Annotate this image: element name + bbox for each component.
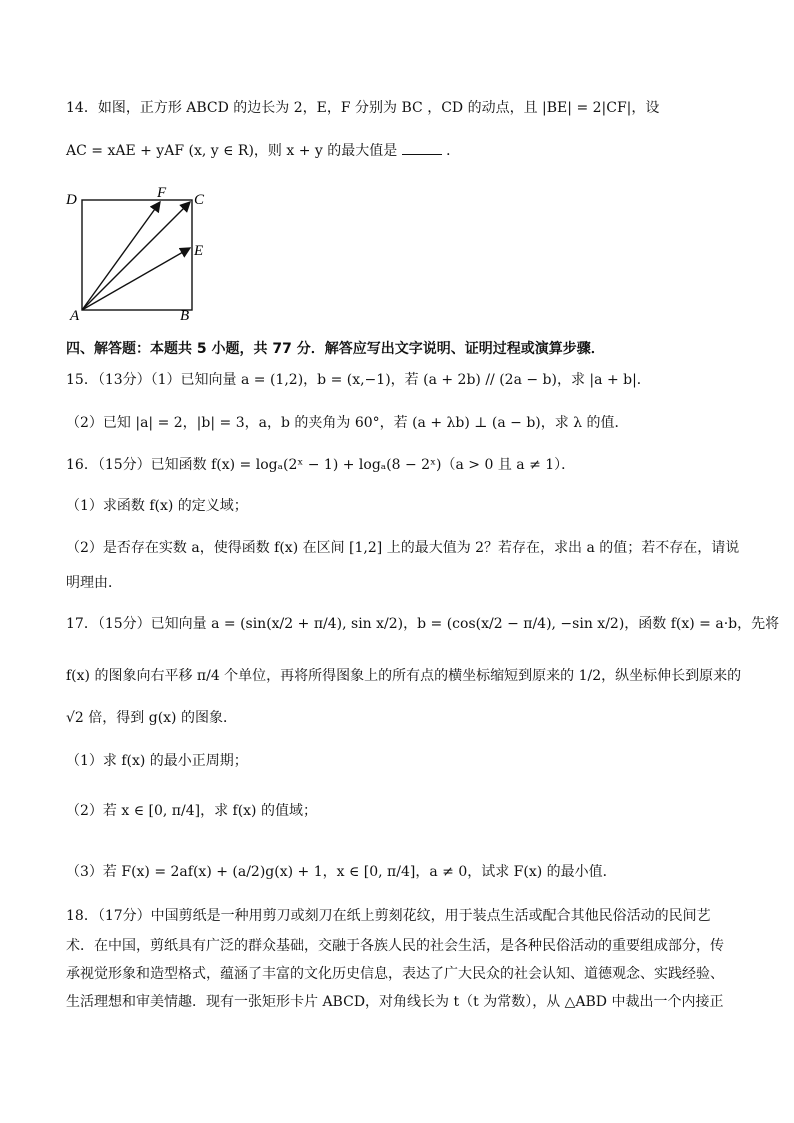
q18-line1: 18．（17分）中国剪纸是一种用剪刀或刻刀在纸上剪刻花纹，用于装点生活或配合其他民俗活动的民间艺 bbox=[66, 908, 711, 924]
q18-line4: 生活理想和审美情趣．现有一张矩形卡片 ABCD，对角线长为 t（t 为常数），从 △ABD 中裁出一个内接正 bbox=[66, 994, 724, 1010]
q17-stem-tail: ，函数 f(x) = a·b，先将 bbox=[624, 616, 780, 632]
q15-part1: 15．（13分）（1）已知向量 a = (1,2)，b = (x,−1)，若 (a + 2b) // (2a − b)，求 |a + b|． bbox=[66, 372, 651, 388]
label-a: A bbox=[70, 308, 80, 320]
q17-part2: （2）若 x ∈ [0, π/4]，求 f(x) 的值域； bbox=[66, 803, 317, 819]
q17-line2: f(x) 的图象向右平移 π/4 个单位，再将所得图象上的所有点的横坐标缩短到原来的 1/2，纵坐标伸长到原来的 bbox=[66, 668, 742, 684]
q17-vector-a: (sin(x/2 + π/4), sin x/2) bbox=[240, 616, 404, 632]
q16-stem: 16．（15分）已知函数 f(x) = logₐ(2ˣ − 1) + logₐ(8 − 2ˣ)（a > 0 且 a ≠ 1）． bbox=[66, 457, 576, 473]
square-figure bbox=[62, 180, 212, 320]
label-b: B bbox=[180, 308, 190, 320]
label-d: D bbox=[66, 192, 77, 208]
q17-vector-b: (cos(x/2 − π/4), −sin x/2) bbox=[446, 616, 625, 632]
label-c: C bbox=[194, 192, 205, 208]
q18-line2: 术．在中国，剪纸具有广泛的群众基础，交融于各族人民的社会生活，是各种民俗活动的重要组成部分，传 bbox=[66, 938, 724, 954]
q16-part1: （1）求函数 f(x) 的定义域； bbox=[66, 498, 248, 514]
vector-ac bbox=[82, 202, 190, 310]
section-heading: 四、解答题：本题共 5 小题，共 77 分．解答应写出文字说明、证明过程或演算步骤． bbox=[66, 341, 605, 357]
q17-stem-a: 17．（15分）已知向量 a = bbox=[66, 616, 241, 632]
q18-line3: 承视觉形象和造型格式，蕴涵了丰富的文化历史信息，表达了广大民众的社会认知、道德观念、实践经验、 bbox=[66, 966, 724, 982]
q14-line2 bbox=[66, 140, 736, 161]
q14-line1: 14．如图，正方形 ABCD 的边长为 2，E，F 分别为 BC ，CD 的动点，且 |BE| = 2|CF|，设 bbox=[66, 100, 660, 116]
label-e: E bbox=[194, 243, 204, 259]
q16-part2-line1: （2）是否存在实数 a，使得函数 f(x) 在区间 [1,2] 上的最大值为 2？若存在，求出 a 的值；若不存在，请说 bbox=[66, 540, 740, 556]
q14-line2-suffix: ． bbox=[446, 143, 461, 159]
vector-ae bbox=[82, 248, 190, 310]
q17-stem bbox=[66, 614, 780, 634]
q14-answer-blank bbox=[402, 140, 442, 155]
q16-part2-line2: 明理由． bbox=[66, 575, 122, 591]
q17-stem-b: ，b = bbox=[403, 616, 447, 632]
q15-part2: （2）已知 |a| = 2，|b| = 3，a，b 的夹角为 60°，若 (a + λb) ⊥ (a − b)，求 λ 的值． bbox=[66, 415, 629, 431]
q14-line2-text: AC = xAE + yAF (x, y ∈ R)，则 x + y 的最大值是 bbox=[66, 143, 398, 159]
q17-line3: √2 倍，得到 g(x) 的图象． bbox=[66, 710, 237, 726]
q17-part3: （3）若 F(x) = 2af(x) + (a/2)g(x) + 1，x ∈ [0, π/4]，a ≠ 0，试求 F(x) 的最小值． bbox=[66, 864, 617, 880]
label-f: F bbox=[157, 185, 167, 201]
q17-part1: （1）求 f(x) 的最小正周期； bbox=[66, 753, 248, 769]
vector-af bbox=[82, 202, 160, 310]
